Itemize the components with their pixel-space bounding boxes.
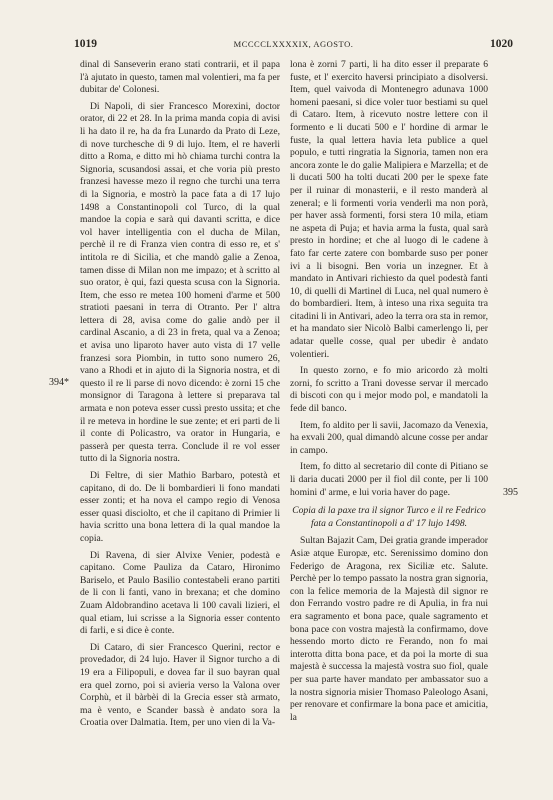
margin-note-394: 394* — [49, 377, 69, 388]
running-title: MCCCCLXXXXIX, AGOSTO. — [233, 39, 354, 49]
paragraph: Item, fo ditto al secretario dil conte di Pitiano se li daria ducati 2000 per il fiol dil conte, per li 100 homini d' arme, e lui voria haver do page. — [290, 461, 488, 498]
margin-note-395: 395 — [503, 487, 518, 498]
paragraph: Item, fo aldito per li savii, Jacomazo da Venexia, ha exvali 200, qual dimandò alcune cosse per andar in campo. — [290, 419, 488, 456]
page-header — [74, 38, 513, 54]
left-column — [80, 59, 280, 730]
right-column — [290, 59, 488, 724]
page-number-right: 1020 — [490, 38, 513, 50]
paragraph: lona è zorni 7 parti, li ha dito esser il preparate 6 fuste, et l' exercito haversi principiato a disolversi. Item, quel vaivoda di Montenegro adunava 1000 homeni paesani, si dice voler tuor bestiami su quel di Cataro. Item, à ricevuto nostre lettere con il formento e li ducati 500 e l' hordine di armar le fuste, la qual lettera havia leta publice a quel populo, e tutti ringratia la Signoria, tamen non era ancora zonte le do galie Malipiera e Marzella; et de li ducati 500 ha tolti ducati 200 per le spexe fate per il ruinar di monasterii, e il resto manderà al zeneral; e li formenti voria venderli ma non porà, per haver assà formenti, forsi stera 10 mila, etiam ne aspeta di Puja; et havia arma la fusta, qual sarà presto in hordine; et che al luogo di le cadene à fato far certe zatere con bombarde suso per poner ivi a li bisogni. Ben voria un inzegner. Et à mandato in Antivari richiesto da quel podestà fanti 10, di quelli di Martinel di Luca, nel qual numero è do bombardieri. Item, à inteso una rixa seguita tra citadini li in Antivari, adeo la terra ora sta in remor, et ha mandato sier Nicolò Balbi camerlengo li, per adatar quelle cosse, qual per ubedir è andato volentieri. — [290, 59, 488, 360]
paragraph: Di Cataro, di sier Francesco Querini, rector e provedador, di 24 lujo. Haver il Signor turcho a di 19 era a Filipopuli, e dovea far il suo bayran qual era quel zorno, poi si avieria verso la Valona over Corphù, et il bàrbèi di la Grecia esser stà armato, ma è vento, e Scander bassà è andato sora la Croatia over Dalmatia. Item, per uno vien di la Va- — [80, 641, 280, 729]
paragraph: Di Feltre, di sier Mathio Barbaro, potestà et capitano, di do. De li bombardieri li fono mandati esser zonti; et ha nova el campo regio di Venosa esser quasi disciolto, et che il capitano di Primier li havia scritto una bona lettera di la qual mandoe la copia. — [80, 470, 280, 544]
paragraph: In questo zorno, e fo mio aricordo zà molti zorni, fo scritto a Trani dovesse servar il mercado di biscoti con qu i mejor modo pol, e mandatoli la fede dil banco. — [290, 365, 488, 415]
page-number-left: 1019 — [74, 38, 97, 50]
section-heading: Copia di la paxe tra il signor Turco e il re Fedrico fata a Constantinopoli a d' 17 lujo 1498. — [292, 505, 486, 529]
paragraph: dinal di Sanseverin erano stati contrarii, et il papa l'à ajutato in questo, tamen mal volentieri, ma fa per dubitar de' Colonesi. — [80, 59, 280, 96]
paragraph: Sultan Bajazit Cam, Dei gratia grande imperador Asiæ atque Europæ, etc. Serenissimo domino don Federigo de Aragona, rex Siciliæ etc. Salute. Perchè per lo tempo passato la nostra gran signoria, con la felice memoria de la Majestà dil signor re don Ferrando vostro padre re di Apulia, in fra nui era sagramento et bona pace, quale sagramento et bona pace con vostra majestà la confirmamo, dove hessendo morto dicto re Ferando, non fo mai interotta ditta bona pace, et da poi la morte di sua majestà è successa la majestà vostra suo fiol, quale per sua parte haver mandato per ambassator suo a la nostra signoria misier Thomaso Paleologo Asani, per renovare et confirmare la bona pace et amicitia, la — [290, 535, 488, 723]
paragraph: Di Ravena, di sier Alvixe Venier, podestà e capitano. Come Pauliza da Cataro, Hironimo Bariselo, et Paulo Basilio contestabeli erano partiti de li con li fanti, vano in brexana; et che domino Zuam Aldobrandino acetava li 100 cavali lizieri, el qual etiam, lui scrisse a la Signoria esser contento di farli, e si dice è conte. — [80, 549, 280, 637]
paragraph: Di Napoli, di sier Francesco Morexini, doctor orator, di 22 et 28. In la prima manda copia di avisi li ha dato il re, ha da fra Lunardo da Prato di Leze, di nove turchesche di 9 di lujo. Item, el re haverli ditto a Roma, e ditto mi hò chiama turchi contra la Signoria, scusandosi assai, et che voria più presto franzesi havesse mezo il regno che turchi una terra di la Signoria, e mostrò la pace fata a di 17 lujo 1498 a Constantinopoli col Turco, di la qual mandoe la copia e sarà qui davanti scritta, e dice vol haver intelligentia con el ducha de Milan, perchè il re di Franza vien contra di esso re, et s' intitola re di Sicilia, et che mandò galie a Zenoa, tamen disse di Milan non me impazo; et à scritto al suo orator, è qui, fazi questa scusa con la Signoria. Item, che esso re metea 100 homeni d'arme et 500 stratioti paesani in terra di Otranto. Per l' altra lettera di 28, avisa come do galie andò per il cardinal Ascanio, a di 23 in freta, qual va a Zenoa; et avisa uno liparoto haver auto vista di 17 velle franzesi sora Piombin, in tutto sono numero 26, vano a Rhodi et in ajuto di la Signoria nostra, et di questo il re li parse di novo dicendo: è zorni 15 che monsignor di Taragona à lettere si preparava tal armata e non poteva esser cussì presto ussita; et che il re meteva in hordine le sue zente; et eri parti de li il conte di Policastro, va orator in Hungaria, e passerà per questa terra. Conclude il re vol esser tutto di la Signoria nostra. — [80, 100, 280, 465]
